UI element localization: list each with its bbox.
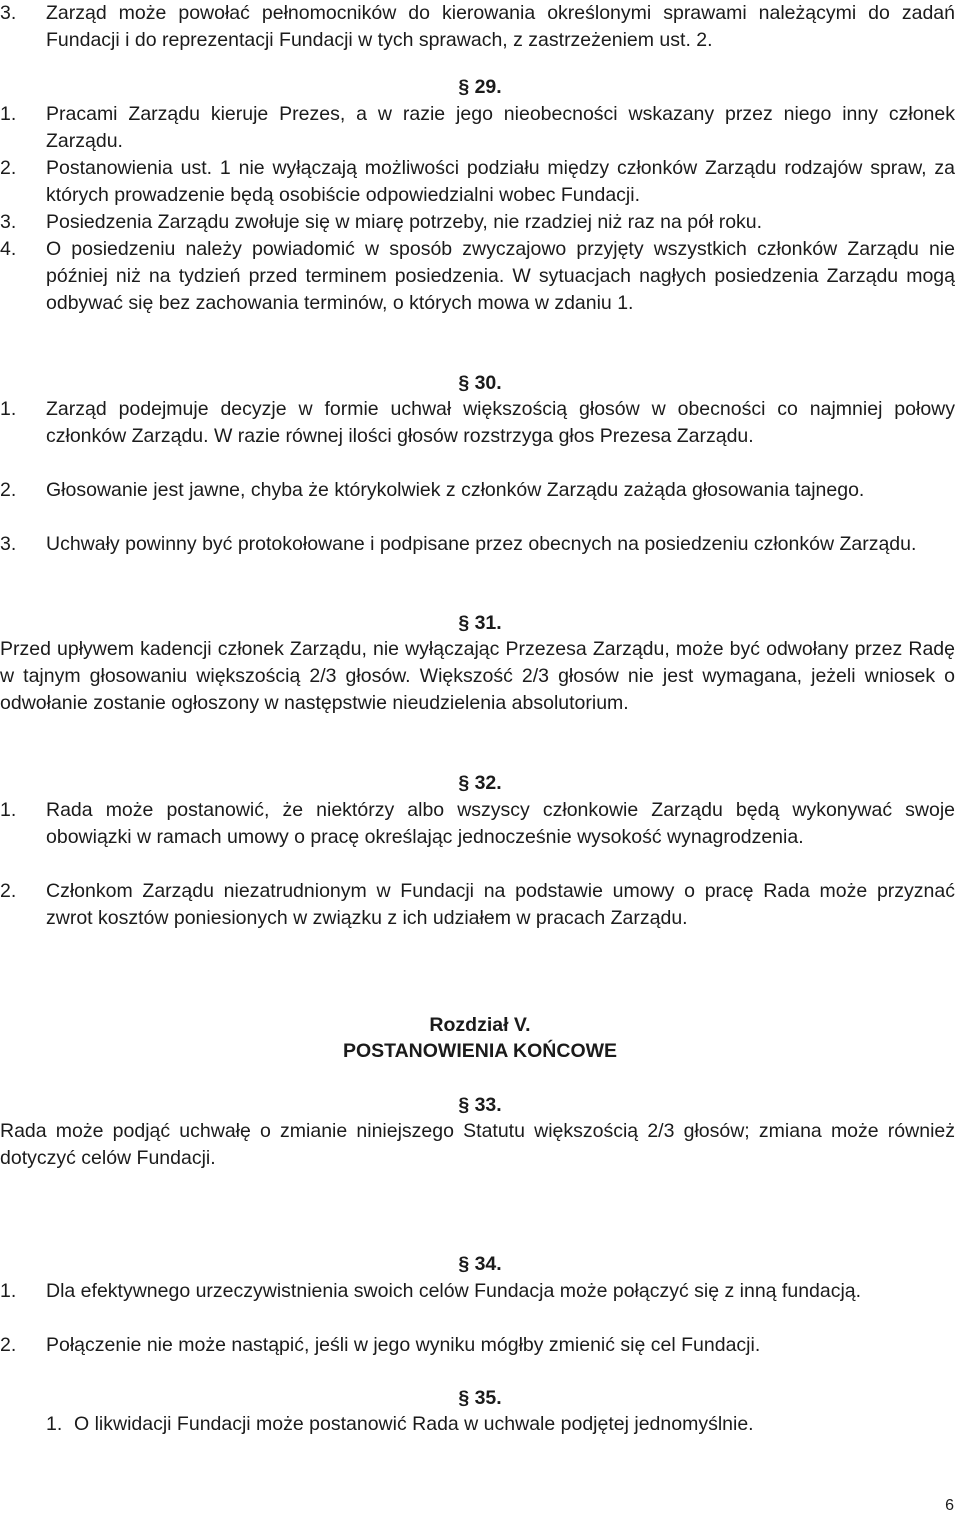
- list-item: [0, 1278, 955, 1305]
- item-number: 3.: [0, 211, 17, 233]
- section-heading-33: § 33.: [458, 1094, 502, 1116]
- section-heading-29: § 29.: [458, 76, 502, 98]
- list-item: [0, 236, 955, 317]
- item-text: O posiedzeniu należy powiadomić w sposób zwyczajowo przyjęty wszystkich członków Zarządu nie później niż na tydzień przed terminem posiedzenia. W sytuacjach nagłych posiedzenia Zarządu mogą odbywać się bez zachowania terminów, o których mowa w zdaniu 1.: [46, 238, 955, 314]
- item-text: Rada może postanowić, że niektórzy albo wszyscy członkowie Zarządu będą wykonywać swoje obowiązki w ramach umowy o pracę określając jednocześnie wysokość wynagrodzenia.: [46, 799, 955, 848]
- item-number: 2.: [0, 157, 17, 179]
- item-text: Pracami Zarządu kieruje Prezes, a w razie jego nieobecności wskazany przez niego inny członek Zarządu.: [46, 103, 955, 152]
- list-item: [0, 0, 955, 54]
- item-text: Zarząd podejmuje decyzje w formie uchwał większością głosów w obecności co najmniej połowy członków Zarządu. W razie równej ilości głosów rozstrzyga głos Prezesa Zarządu.: [46, 398, 955, 447]
- chapter-subtitle: POSTANOWIENIA KOŃCOWE: [342, 1040, 618, 1062]
- list-item: [0, 531, 955, 558]
- list-item: [0, 878, 955, 932]
- page-number: 6: [945, 1497, 954, 1514]
- list-item: [0, 797, 955, 851]
- item-text: Członkom Zarządu niezatrudnionym w Fundacji na podstawie umowy o pracę Rada może przyznać zwrot kosztów poniesionych w związku z ich udziałem w pracach Zarządu.: [46, 880, 955, 929]
- item-number: 1.: [0, 103, 17, 125]
- section-heading-32: § 32.: [458, 772, 502, 794]
- section-heading-35: § 35.: [458, 1387, 502, 1409]
- item-number: 1.: [0, 799, 17, 821]
- paragraph: Przed upływem kadencji członek Zarządu, nie wyłączając Przezesa Zarządu, może być odwołany przez Radę w tajnym głosowaniu większością 2/3 głosów. Większość 2/3 głosów nie jest wymagana, jeżeli wniosek o odwołanie zostanie ogłoszony w następstwie nieudzielenia absolutorium.: [0, 638, 955, 714]
- chapter-title: Rozdział V.: [429, 1014, 531, 1036]
- section-heading-30: § 30.: [458, 372, 502, 394]
- item-text: Postanowienia ust. 1 nie wyłączają możliwości podziału między członków Zarządu rodzajów spraw, za których prowadzenie będą osobiście odpowiedzialni wobec Fundacji.: [46, 157, 955, 206]
- list-item: [0, 396, 955, 450]
- item-number: 2.: [0, 880, 17, 902]
- item-number: 3.: [0, 2, 17, 24]
- item-text: Dla efektywnego urzeczywistnienia swoich celów Fundacja może połączyć się z inną fundacją.: [46, 1280, 862, 1302]
- list-item: [0, 1411, 955, 1438]
- item-text: O likwidacji Fundacji może postanowić Rada w uchwale podjętej jednomyślnie.: [74, 1413, 754, 1435]
- list-item: [0, 1332, 955, 1359]
- section-heading-31: § 31.: [458, 612, 502, 634]
- list-item: [0, 155, 955, 209]
- list-item: [0, 101, 955, 155]
- item-number: 1.: [0, 1280, 17, 1302]
- item-number: 1.: [46, 1413, 63, 1435]
- item-number: 2.: [0, 1334, 17, 1356]
- item-text: Połączenie nie może nastąpić, jeśli w jego wyniku mógłby zmienić się cel Fundacji.: [46, 1334, 761, 1356]
- section-heading-34: § 34.: [458, 1253, 502, 1275]
- list-item: [0, 477, 955, 504]
- item-text: Zarząd może powołać pełnomocników do kierowania określonymi sprawami należącymi do zadań Fundacji i do reprezentacji Fundacji w tych sprawach, z zastrzeżeniem ust. 2.: [46, 2, 955, 51]
- item-text: Głosowanie jest jawne, chyba że którykolwiek z członków Zarządu zażąda głosowania tajnego.: [46, 479, 865, 501]
- paragraph: Rada może podjąć uchwałę o zmianie niniejszego Statutu większością 2/3 głosów; zmiana może również dotyczyć celów Fundacji.: [0, 1120, 955, 1169]
- item-text: Posiedzenia Zarządu zwołuje się w miarę potrzeby, nie rzadziej niż raz na pół roku.: [46, 211, 763, 233]
- item-text: Uchwały powinny być protokołowane i podpisane przez obecnych na posiedzeniu członków Zarządu.: [46, 533, 917, 555]
- list-item: [0, 209, 955, 236]
- item-number: 1.: [0, 398, 17, 420]
- item-number: 2.: [0, 479, 17, 501]
- item-number: 4.: [0, 238, 17, 260]
- item-number: 3.: [0, 533, 17, 555]
